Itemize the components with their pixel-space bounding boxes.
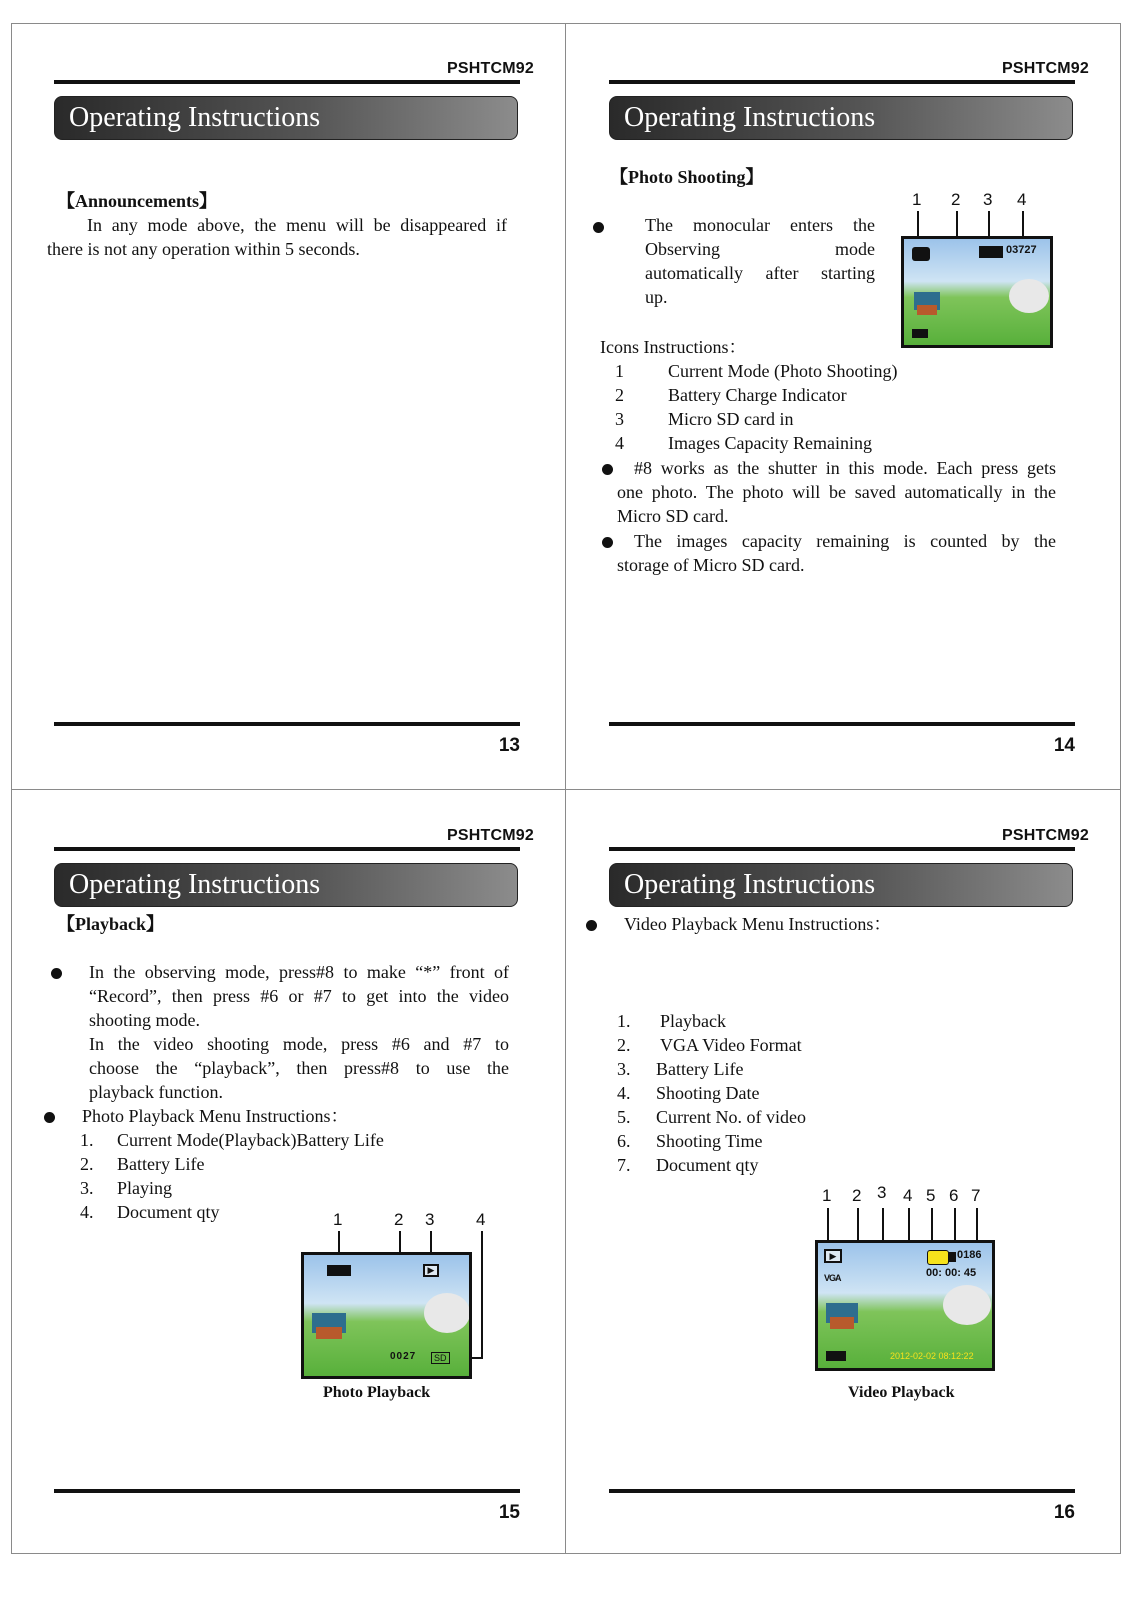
play-icon: ▶ [824,1249,842,1263]
house-icon [917,305,937,315]
menu-item-label: Shooting Time [656,1131,763,1151]
menu-item-number: 5. [617,1107,631,1127]
callout-7: 7 [971,1186,981,1205]
house-icon [316,1327,342,1339]
document-counter: 0027 [390,1351,417,1362]
battery-icon [327,1265,351,1276]
menu-item-number: 1. [80,1130,94,1150]
callout-4: 4 [903,1186,913,1205]
current-video-number: 0186 [957,1249,982,1261]
bullet-dot [593,222,604,233]
capacity-line-1: The images capacity remaining is counted by the [634,531,1056,551]
page-number: 16 [1053,1502,1075,1523]
announcements-line-1: In any mode above, the menu will be disappeared if [87,215,507,235]
menu-item-number: 3. [617,1059,631,1079]
page-16 [566,790,1121,1556]
sd-icon: SD [431,1352,450,1364]
announcements-heading: 【Announcements】 [57,191,218,211]
menu-item-number: 1. [617,1011,631,1031]
intro-line-4: up. [645,287,668,307]
photo-playback-screen [301,1252,472,1379]
icon-item-number: 2 [615,385,624,405]
callout-3: 3 [983,190,993,209]
menu-item-number: 2. [617,1035,631,1055]
section-banner: Operating Instructions [54,863,518,907]
page-number: 14 [1053,735,1075,756]
leader-line-1 [827,1208,829,1244]
callout-1: 1 [822,1186,832,1205]
video-camera-icon [948,1252,956,1262]
section-banner: Operating Instructions [54,96,518,140]
icon-item-number: 1 [615,361,624,381]
battery-icon [826,1351,846,1361]
capacity-line-2: storage of Micro SD card. [617,555,805,575]
footer-rule [609,1489,1075,1493]
callout-1: 1 [912,190,922,209]
model-label: PSHTCM92 [1002,827,1089,844]
callout-2: 2 [951,190,961,209]
icon-item-number: 4 [615,433,624,453]
photo-shooting-screen [901,236,1053,348]
vga-format-label: VGA [824,1273,841,1283]
bullet-dot [51,968,62,979]
tree-icon [1009,279,1049,313]
callout-5: 5 [926,1186,936,1205]
callout-3: 3 [877,1183,887,1202]
shutter-line-2: one photo. The photo will be saved automatically in the [617,482,1056,502]
playback-line-4: In the video shooting mode, press #6 and #7 to [89,1034,509,1054]
sd-card-icon [979,246,1003,258]
menu-item-number: 2. [80,1154,94,1174]
page-number: 13 [498,735,520,756]
shutter-line-3: Micro SD card. [617,506,729,526]
section-banner: Operating Instructions [609,96,1073,140]
footer-rule [54,1489,520,1493]
header-rule [54,847,520,851]
intro-line-1: The monocular enters the [645,215,875,235]
menu-item-number: 4. [617,1083,631,1103]
camera-icon [912,247,930,261]
model-label: PSHTCM92 [447,60,534,77]
menu-item-label: Current Mode(Playback)Battery Life [117,1130,384,1150]
icon-item-number: 3 [615,409,624,429]
icon-item-label: Current Mode (Photo Shooting) [668,361,898,381]
video-playback-menu-title: Video Playback Menu Instructions： [624,914,892,934]
play-icon: ▶ [423,1264,439,1277]
photo-playback-menu-title: Photo Playback Menu Instructions： [82,1106,349,1126]
callout-2: 2 [852,1186,862,1205]
menu-item-label: Battery Life [656,1059,744,1079]
bullet-dot [602,464,613,475]
photo-playback-caption: Photo Playback [323,1384,431,1401]
video-playback-caption: Video Playback [848,1384,955,1401]
playback-line-3: shooting mode. [89,1010,200,1030]
shooting-date: 2012-02-02 08:12:22 [890,1351,974,1361]
menu-item-label: Playback [660,1011,726,1031]
video-playback-screen [815,1240,995,1371]
bullet-dot [602,537,613,548]
playback-line-2: “Record”, then press #6 or #7 to get into the video [89,986,509,1006]
shutter-line-1: #8 works as the shutter in this mode. Each press gets [634,458,1056,478]
callout-4: 4 [476,1210,486,1229]
tree-icon [943,1285,991,1325]
model-label: PSHTCM92 [447,827,534,844]
menu-item-label: Current No. of video [656,1107,806,1127]
battery-icon [912,329,928,338]
footer-rule [54,722,520,726]
callout-3: 3 [425,1210,435,1229]
section-banner: Operating Instructions [609,863,1073,907]
bullet-dot [586,920,597,931]
menu-item-label: Document qty [117,1202,220,1222]
leader-line-5 [931,1208,933,1244]
intro-line-2: Observing mode [645,239,875,259]
menu-item-label: Document qty [656,1155,759,1175]
icon-item-label: Images Capacity Remaining [668,433,872,453]
callout-6: 6 [949,1186,959,1205]
playback-line-1: In the observing mode, press#8 to make “*” front of [89,962,509,982]
header-rule [609,847,1075,851]
announcements-line-2: there is not any operation within 5 seconds. [47,239,360,259]
intro-line-3: automatically after starting [645,263,875,283]
shooting-time: 00: 00: 45 [926,1267,977,1279]
page-number: 15 [498,1502,520,1523]
leader-line-7 [976,1208,978,1244]
playback-line-5: choose the “playback”, then press#8 to use the [89,1058,509,1078]
menu-item-number: 7. [617,1155,631,1175]
footer-rule [609,722,1075,726]
menu-item-label: Battery Life [117,1154,205,1174]
icon-item-label: Battery Charge Indicator [668,385,847,405]
menu-item-label: Playing [117,1178,173,1198]
icons-instructions-title: Icons Instructions： [600,337,747,357]
menu-item-number: 6. [617,1131,631,1151]
lock-icon [927,1250,949,1265]
callout-2: 2 [394,1210,404,1229]
photo-shooting-heading: 【Photo Shooting】 [610,167,764,187]
header-rule [54,80,520,84]
house-icon [830,1317,854,1329]
page-15 [11,790,566,1556]
menu-item-number: 4. [80,1202,94,1222]
menu-item-number: 3. [80,1178,94,1198]
leader-line-4 [481,1231,483,1359]
page-14 [566,23,1121,789]
tree-icon [424,1293,470,1333]
playback-line-6: playback function. [89,1082,223,1102]
header-rule [609,80,1075,84]
playback-heading: 【Playback】 [57,914,165,934]
callout-1: 1 [333,1210,343,1229]
icon-item-label: Micro SD card in [668,409,794,429]
images-remaining-counter: 03727 [1006,244,1037,256]
bullet-dot [44,1112,55,1123]
menu-item-label: VGA Video Format [660,1035,802,1055]
callout-4: 4 [1017,190,1027,209]
page-13 [11,23,566,789]
model-label: PSHTCM92 [1002,60,1089,77]
menu-item-label: Shooting Date [656,1083,760,1103]
